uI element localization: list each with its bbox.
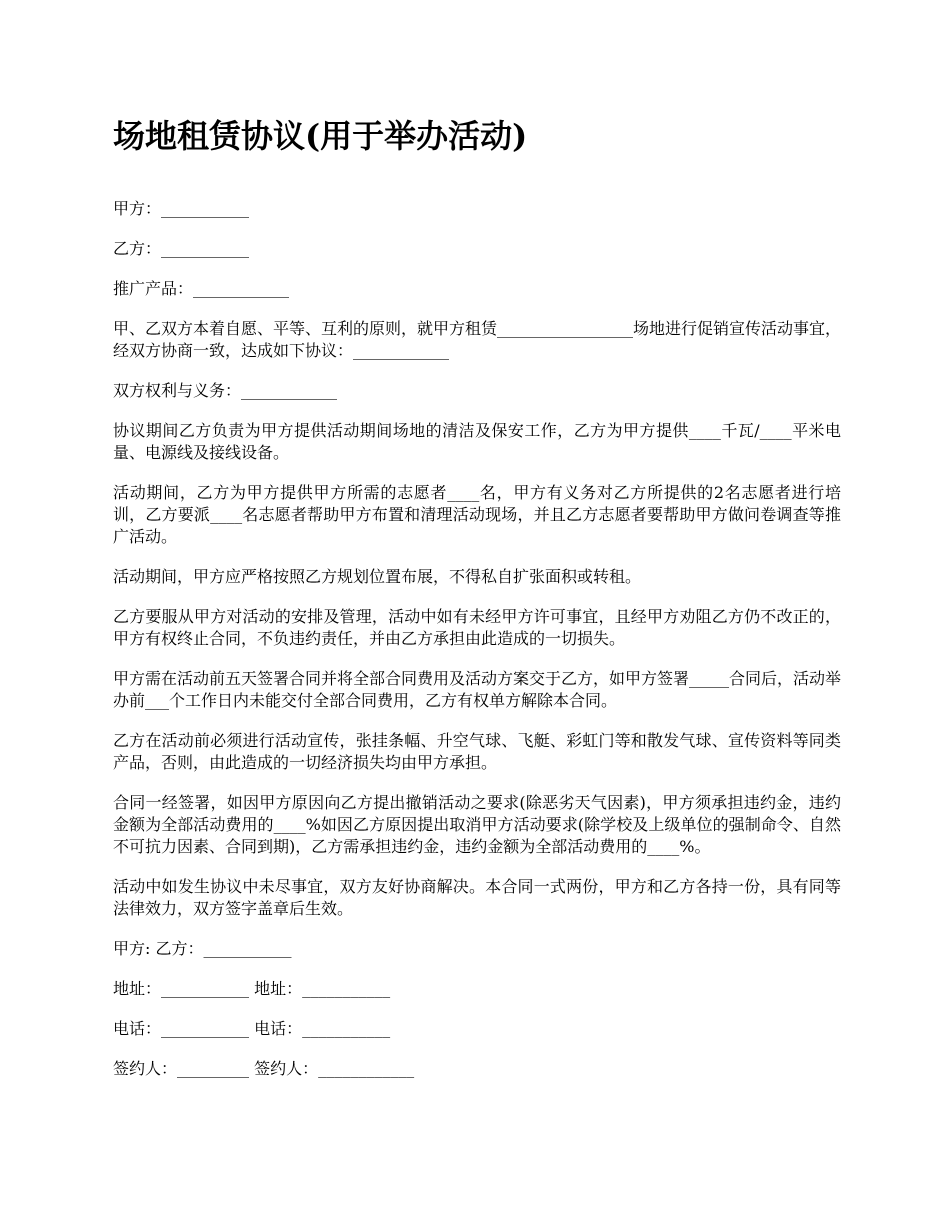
clause-promotion: 乙方在活动前必须进行活动宣传，张挂条幅、升空气球、飞艇、彩虹门等和散发气球、宣传资料等同类产品，否则，由此造成的一切经济损失均由甲方承担。 bbox=[113, 731, 841, 772]
party-b-line: 乙方：___________ bbox=[113, 239, 250, 258]
clause-volunteers: 活动期间，乙方为甲方提供甲方所需的志愿者____名，甲方有义务对乙方所提供的2名志愿者进行培训，乙方要派____名志愿者帮助甲方布置和清理活动现场，并且乙方志愿者要帮助甲方做问卷调查等推广活动。 bbox=[113, 483, 841, 546]
signature-address-line: 地址：___________ 地址：___________ bbox=[113, 979, 391, 998]
signature-phone-line: 电话：___________ 电话：___________ bbox=[113, 1019, 391, 1038]
clause-penalty: 合同一经签署，如因甲方原因向乙方提出撤销活动之要求(除恶劣天气因素)，甲方须承担违约金，违约金额为全部活动费用的____%如因乙方原因提出取消甲方活动要求(除学校及上级单位的强制命令、自然不可抗力因素、合同到期)，乙方需承担违约金，违约金额为全部活动费用的____%。 bbox=[113, 793, 841, 856]
document-title: 场地租赁协议(用于举办活动) bbox=[113, 117, 528, 155]
rights-obligations-heading: 双方权利与义务：____________ bbox=[113, 381, 338, 400]
signature-signatory-line: 签约人：_________ 签约人：____________ bbox=[113, 1059, 415, 1078]
clause-other-matters: 活动中如发生协议中未尽事宜，双方友好协商解决。本合同一式两份，甲方和乙方各持一份，具有同等法律效力，双方签字盖章后生效。 bbox=[113, 877, 841, 918]
clause-layout: 活动期间，甲方应严格按照乙方规划位置布展，不得私自扩张面积或转租。 bbox=[113, 567, 642, 586]
clause-cleaning-security: 协议期间乙方负责为甲方提供活动期间场地的清洁及保安工作，乙方为甲方提供____千瓦/____平米电量、电源线及接线设备。 bbox=[113, 421, 841, 462]
clause-payment: 甲方需在活动前五天签署合同并将全部合同费用及活动方案交于乙方，如甲方签署_____合同后，活动举办前___个工作日内未能交付全部合同费用，乙方有权单方解除本合同。 bbox=[113, 669, 842, 710]
agreement-preamble: 甲、乙双方本着自愿、平等、互利的原则，就甲方租赁_________________场地进行促销宣传活动事宜，经双方协商一致，达成如下协议：____________ bbox=[113, 319, 842, 360]
promoted-product-line: 推广产品：____________ bbox=[113, 279, 290, 298]
party-a-line: 甲方：___________ bbox=[113, 199, 250, 218]
document-page bbox=[113, 112, 841, 1098]
clause-management: 乙方要服从甲方对活动的安排及管理，活动中如有未经甲方许可事宜，且经甲方劝阻乙方仍不改正的，甲方有权终止合同，不负违约责任，并由乙方承担由此造成的一切损失。 bbox=[113, 607, 841, 648]
signature-parties-line: 甲方: 乙方：___________ bbox=[113, 939, 292, 958]
